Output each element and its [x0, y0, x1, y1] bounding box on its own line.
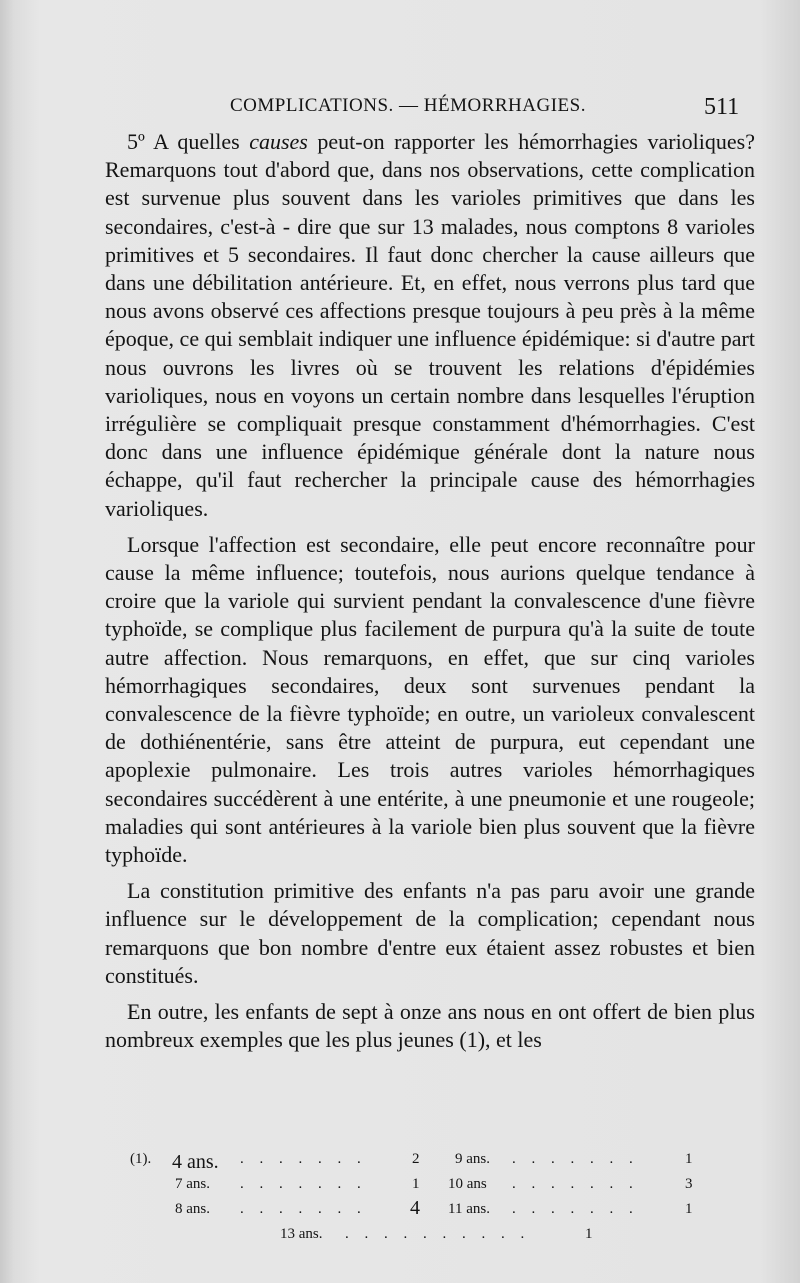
leader-dots: . . . . . . .: [512, 1176, 639, 1192]
footnote-count-left: 1: [412, 1176, 420, 1192]
leader-dots: . . . . . . .: [512, 1201, 639, 1217]
leader-dots: . . . . . . .: [240, 1151, 367, 1167]
paragraph-1-italic-word: causes: [249, 129, 308, 154]
footnote-age-right: 9 ans.: [455, 1151, 490, 1167]
footnote-row: [130, 1151, 730, 1176]
page-number: 511: [704, 94, 740, 120]
footnote-count-right: 1: [685, 1151, 693, 1167]
footnote-count-right: 3: [685, 1176, 693, 1192]
footnote-age-left: 4 ans.: [172, 1151, 219, 1173]
footnote-count-left: 2: [412, 1151, 420, 1167]
paragraph-1-prefix: 5º A quelles: [127, 129, 250, 154]
footnote-count-left: 4: [410, 1197, 420, 1219]
footnote-age-right: 10 ans: [448, 1176, 487, 1192]
paragraph-3: La constitution primitive des enfants n'a pas paru avoir une grande influence sur le développement de la complication; cependant nous remarquons que bon nombre d'entre eux étaient assez robustes et bien constitués.: [105, 878, 755, 988]
footnote: [130, 1151, 730, 1251]
footnote-row: [130, 1176, 730, 1201]
paragraph-1: [105, 128, 755, 523]
footnote-age-left: 8 ans.: [175, 1201, 210, 1217]
footnote-count-right: 1: [685, 1201, 693, 1217]
footnote-age-right: 11 ans.: [448, 1201, 490, 1217]
footnote-row: [130, 1197, 730, 1226]
paragraph-4: En outre, les enfants de sept à onze ans nous en ont offert de bien plus nombreux exemples que les plus jeunes (1), et les: [105, 999, 755, 1053]
leader-dots: . . . . . . .: [240, 1201, 367, 1217]
footnote-marker: (1).: [130, 1151, 152, 1167]
leader-dots: . . . . . . .: [512, 1151, 639, 1167]
footnote-total-count: 1: [585, 1226, 593, 1242]
footnote-age-left: 7 ans.: [175, 1176, 210, 1192]
footnote-total-row: [130, 1226, 730, 1251]
leader-dots: . . . . . . .: [240, 1176, 367, 1192]
leader-dots: . . . . . . . . . .: [345, 1226, 531, 1242]
paragraph-2: Lorsque l'affection est secondaire, elle peut encore reconnaître pour cause la même influence; toutefois, nous aurions quelque tendance à croire que la variole qui survient pendant la convalescence d'une fièvre typhoïde, se complique plus facilement de purpura qu'à la suite de toute autre affection. Nous remarquons, en effet, que sur cinq varioles hémorrhagiques secondaires, deux sont survenues pendant la convalescence de la fièvre typhoïde; en outre, un varioleux convalescent de dothiénentérie, sans être atteint de purpura, eut cependant une apoplexie pulmonaire. Les trois autres varioles hémorrhagiques secondaires succédèrent à une entérite, à une pneumonie et une rougeole; maladies qui sont antérieures à la variole bien plus souvent que la fièvre typhoïde.: [105, 531, 755, 868]
paragraph-1-rest: peut-on rapporter les hémorrhagies varioliques? Remarquons tout d'abord que, dans nos observations, cette complication est survenue plus souvent dans les varioles primitives que dans les secondaires, c'est-à - dire que sur 13 malades, nous comptons 8 varioles primitives et 5 secondaires. Il faut donc chercher la cause ailleurs que dans une débilitation antérieure. Et, en effet, nous verrons plus tard que nous avons observé ces affections presque toujours à peu près à la même époque, ce qui semblait indiquer une influence épidémique: si d'autre part nous ouvrons les livres où se trouvent les relations d'épidémies varioliques, nous en voyons un certain nombre dans lesquelles l'éruption irrégulière se compliquait presque constamment d'hémorrhagies. C'est donc dans une influence épidémique générale dont la nature nous échappe, qu'il faut rechercher la principale cause des hémorrhagies varioliques.: [105, 129, 755, 521]
running-header: COMPLICATIONS. — HÉMORRHAGIES.: [230, 95, 586, 116]
body-text: [105, 128, 755, 1055]
footnote-total-age: 13 ans.: [280, 1226, 323, 1242]
